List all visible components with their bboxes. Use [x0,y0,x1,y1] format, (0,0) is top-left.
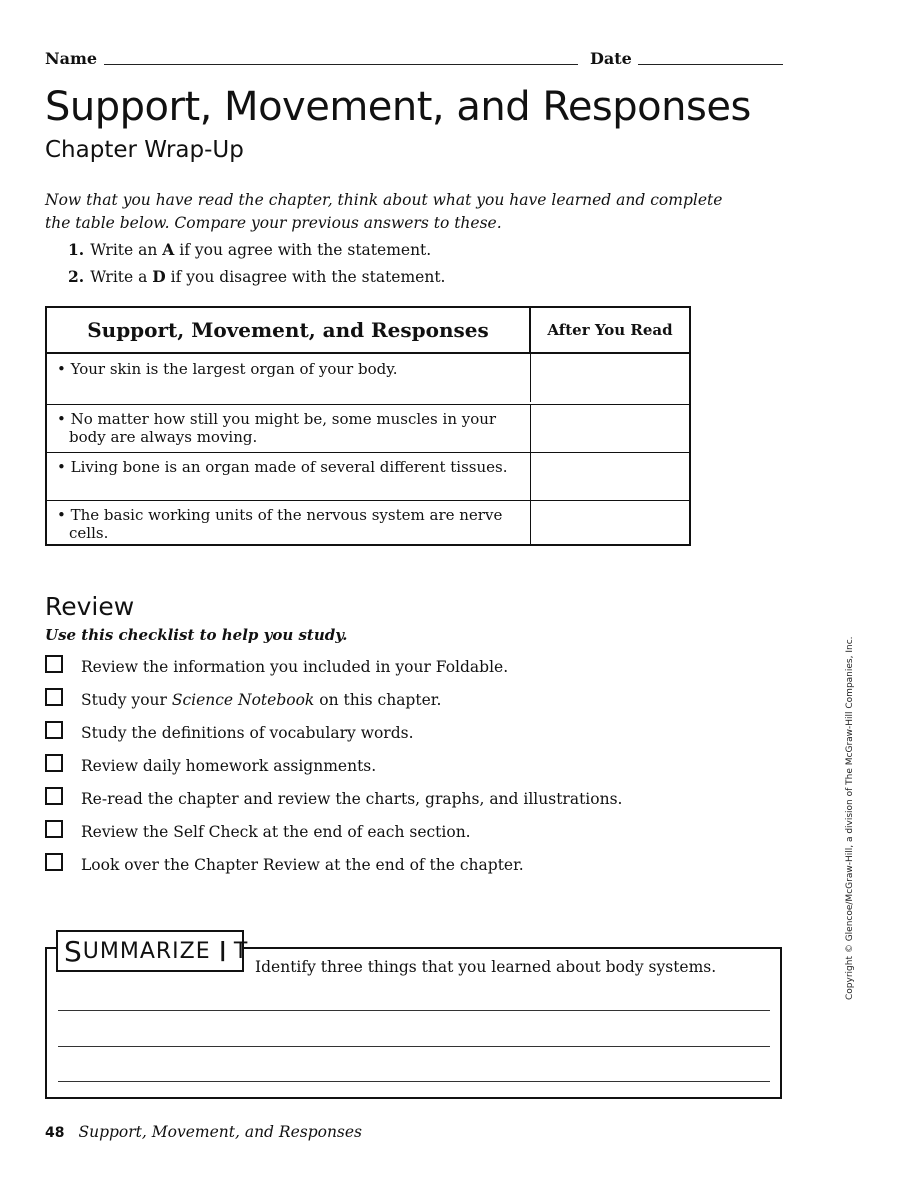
checklist-item-7: Look over the Chapter Review at the end of the chapter. [81,856,524,874]
table-row-1-statement: • Your skin is the largest organ of your body. [47,354,531,402]
name-label: Name [45,49,98,68]
step-2: 2. Write a D if you disagree with the statement. [68,267,446,286]
page-title: Support, Movement, and Responses [45,84,751,130]
instructions: Now that you have read the chapter, think about what you have learned and complete the table below. Compare your previous answers to these. [45,191,723,232]
page-footer [45,1123,362,1141]
name-field[interactable] [104,64,578,65]
page-number: 48 [45,1125,65,1141]
table-row-4-answer[interactable] [531,500,689,544]
checklist-item-2: Study your Science Notebook on this chapter. [81,691,442,709]
table-row-2-statement: • No matter how still you might be, some muscles in your body are always moving. [47,404,531,452]
table-header-statements: Support, Movement, and Responses [47,308,531,354]
table-row-4-statement: • The basic working units of the nervous system are nerve cells. [47,500,531,544]
checklist-item-3: Study the definitions of vocabulary words. [81,724,414,742]
checklist-item-5: Re-read the chapter and review the charts, graphs, and illustrations. [81,790,623,808]
checkbox-4[interactable] [45,754,63,772]
checklist-item-4: Review daily homework assignments. [81,757,377,775]
summarize-prompt: Identify three things that you learned about body systems. [255,958,717,976]
table-row-2-answer[interactable] [531,404,689,452]
date-label: Date [590,49,632,68]
answer-line-3[interactable] [58,1081,770,1082]
copyright-notice: Copyright © Glencoe/McGraw-Hill, a division of The McGraw-Hill Companies, Inc. [845,636,855,1000]
checkbox-2[interactable] [45,688,63,706]
table-row-3-statement: • Living bone is an organ made of several different tissues. [47,452,531,500]
table-row-3-answer[interactable] [531,452,689,500]
date-field[interactable] [638,64,783,65]
review-intro: Use this checklist to help you study. [45,626,348,644]
checkbox-3[interactable] [45,721,63,739]
checkbox-7[interactable] [45,853,63,871]
checkbox-6[interactable] [45,820,63,838]
checkbox-1[interactable] [45,655,63,673]
page-subtitle: Chapter Wrap-Up [45,137,244,163]
step-1: 1. Write an A if you agree with the statement. [68,240,432,259]
footer-title: Support, Movement, and Responses [78,1123,363,1141]
checklist-item-6: Review the Self Check at the end of each section. [81,823,471,841]
answer-line-2[interactable] [58,1046,770,1047]
checklist-item-1: Review the information you included in your Foldable. [81,658,509,676]
anticipation-table [45,306,691,546]
table-row-1-answer[interactable] [531,354,689,402]
review-heading: Review [45,592,135,621]
summarize-it-badge: S UMMARIZE I T [56,930,244,972]
checkbox-5[interactable] [45,787,63,805]
table-header-after-you-read: After You Read [531,308,689,354]
answer-line-1[interactable] [58,1010,770,1011]
